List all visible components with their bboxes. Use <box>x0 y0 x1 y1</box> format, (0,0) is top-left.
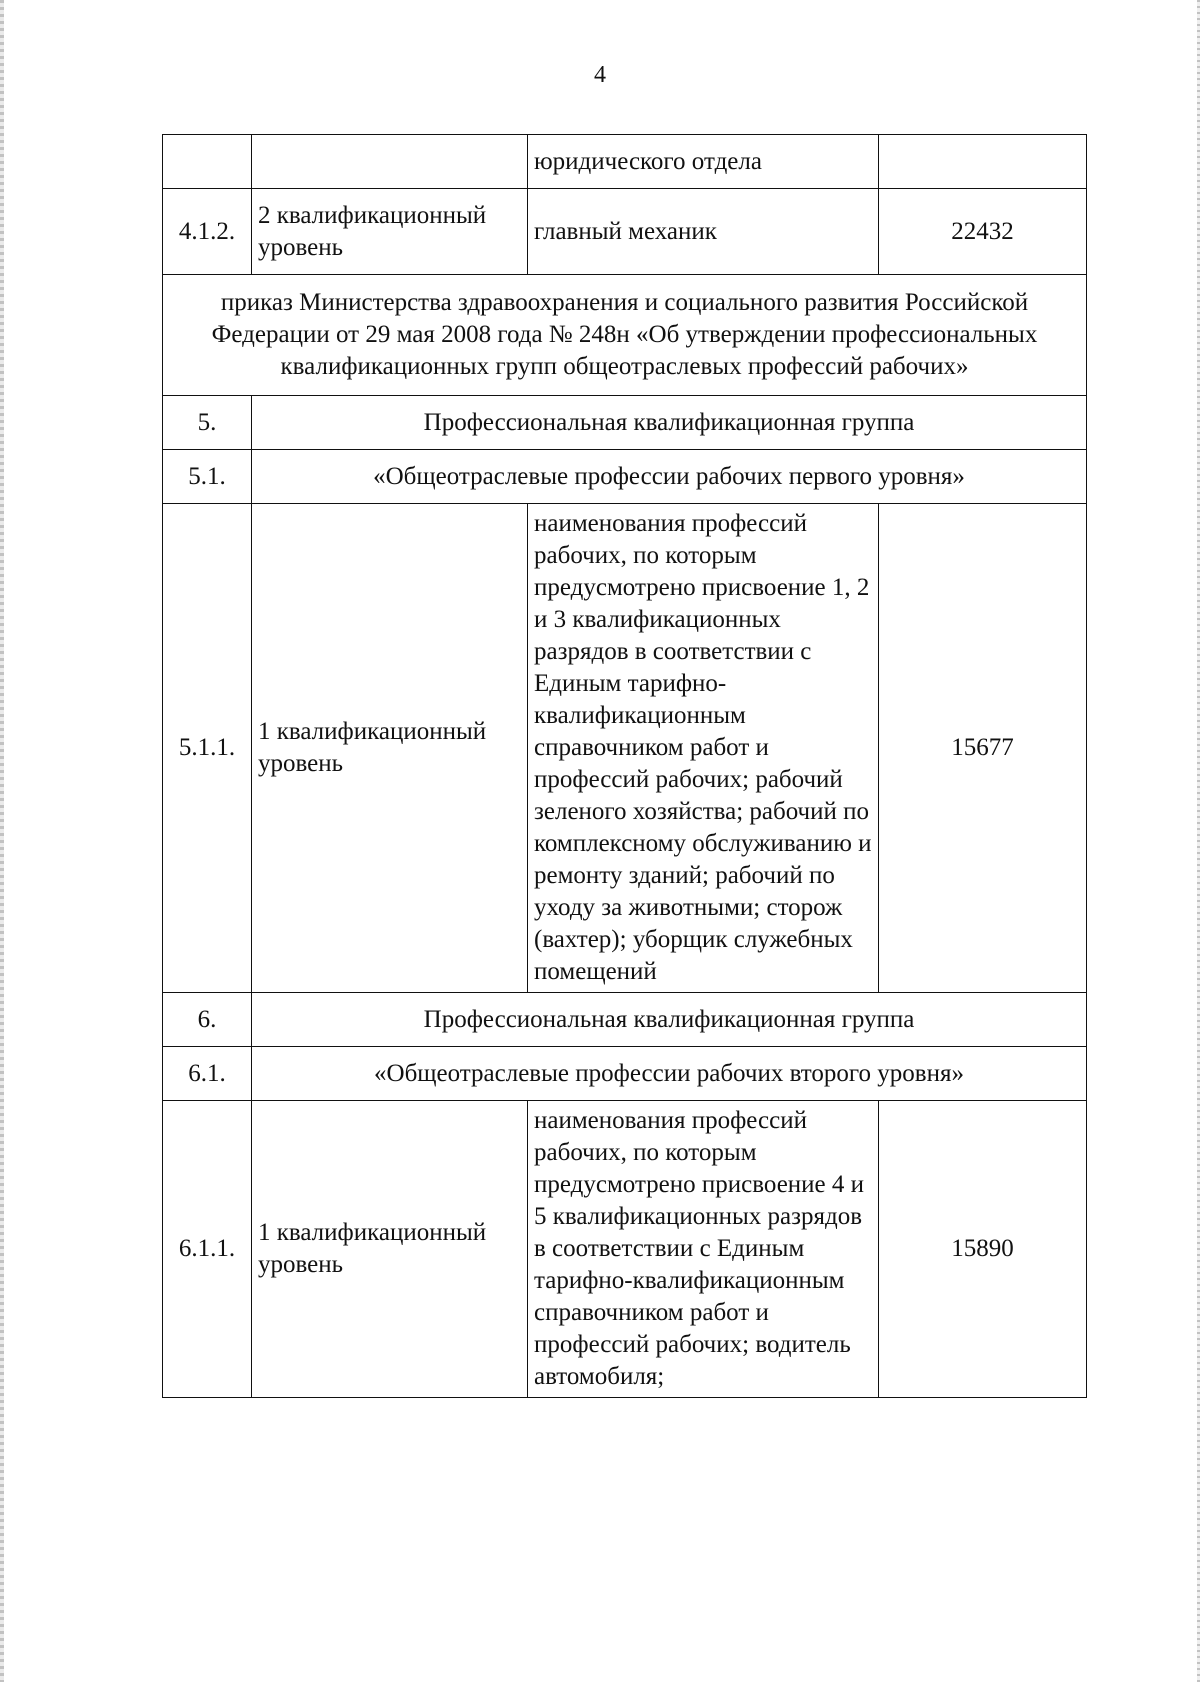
position-name: главный механик <box>528 189 879 275</box>
group-number: 5. <box>163 396 252 450</box>
group-title: Профессиональная квалификационная группа <box>252 396 1087 450</box>
order-heading-row <box>163 275 1087 396</box>
table-row <box>163 135 1087 189</box>
row-number <box>163 135 252 189</box>
table-row <box>163 189 1087 275</box>
subgroup-number: 6.1. <box>163 1047 252 1101</box>
group-title: Профессиональная квалификационная группа <box>252 993 1087 1047</box>
qualification-level: 2 квалификационный уровень <box>252 189 528 275</box>
salary-value <box>879 135 1087 189</box>
table-row <box>163 1101 1087 1398</box>
group-row <box>163 993 1087 1047</box>
row-number: 6.1.1. <box>163 1101 252 1398</box>
group-row <box>163 396 1087 450</box>
row-number: 4.1.2. <box>163 189 252 275</box>
qualification-level: 1 квалификационный уровень <box>252 1101 528 1398</box>
subgroup-row <box>163 1047 1087 1101</box>
salary-value: 15677 <box>879 504 1087 993</box>
row-number: 5.1.1. <box>163 504 252 993</box>
position-name: наименования профессий рабочих, по которым предусмотрено присвоение 4 и 5 квалификационных разрядов в соответствии с Единым тарифно-квалификационным справочником работ и профессий рабочих; водитель автомобиля; <box>528 1101 879 1398</box>
subgroup-title: «Общеотраслевые профессии рабочих первого уровня» <box>252 450 1087 504</box>
salary-table <box>162 134 1087 1398</box>
subgroup-title: «Общеотраслевые профессии рабочих второго уровня» <box>252 1047 1087 1101</box>
position-name: юридического отдела <box>528 135 879 189</box>
qualification-level: 1 квалификационный уровень <box>252 504 528 993</box>
subgroup-number: 5.1. <box>163 450 252 504</box>
qualification-level <box>252 135 528 189</box>
table-row <box>163 504 1087 993</box>
subgroup-row <box>163 450 1087 504</box>
page-number: 4 <box>594 62 606 88</box>
position-name: наименования профессий рабочих, по которым предусмотрено присвоение 1, 2 и 3 квалификационных разрядов в соответствии с Единым тарифно-квалификационным справочником работ и профессий рабочих; рабочий зеленого хозяйства; рабочий по комплексному обслуживанию и ремонту зданий; рабочий по уходу за животными; сторож (вахтер); уборщик служебных помещений <box>528 504 879 993</box>
scan-edge-left <box>0 0 4 1682</box>
order-heading: приказ Министерства здравоохранения и социального развития Российской Федерации от 29 мая 2008 года № 248н «Об утверждении профессиональных квалификационных групп общеотраслевых профессий рабочих» <box>163 275 1087 396</box>
group-number: 6. <box>163 993 252 1047</box>
salary-value: 22432 <box>879 189 1087 275</box>
salary-value: 15890 <box>879 1101 1087 1398</box>
